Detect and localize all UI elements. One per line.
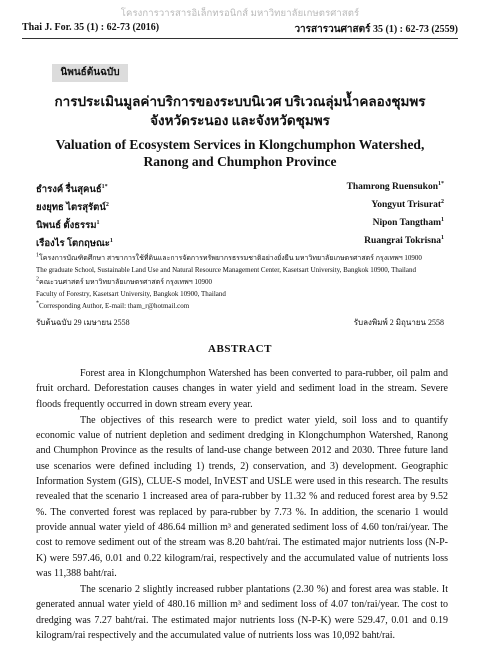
received-date: รับต้นฉบับ 29 เมษายน 2558 bbox=[36, 318, 130, 327]
author-name-th: ธำรงค์ รื่นสุคนธ์$^{1*}$ bbox=[36, 183, 108, 195]
author-name-th: เรืองไร โตกฤษณะ$^1$ bbox=[36, 237, 113, 249]
abstract-paragraph: The objectives of this research were to predict water yield, soil loss and to quantify economic value of nutrient depletion and sediment dredging in Klongchumphon Watershed, Ranong and Chumphon Province as the results of land-use change between 2012 and 2030. Three future land use scenarios were defined including 1) trends, 2) conservation, and 3) development. Geographic Information System (GIS), CLUE-S model, InVEST and USLE were used in this research. The results revealed that the scenario 1 increased area of para-rubber by 11.32 % and reduced forest area by 9.52 %. The converted forest was replaced by para-rubber by 7.73 %. In addition, the scenario 1 would provide annual water yield of 486.64 million m³ and generated sediment loss of 4.60 ton/rai/year. The cost to remove sediment out of the stream was 8.20 baht/rai. The estimated major nutrients loss (N-P-K) were 597.46, 0.01 and 0.22 kilogram/rai, respectively and the accumulated value of nutrients loss was 11,388 baht/rai. bbox=[36, 414, 448, 579]
author-name-th: ยงยุทธ ไตรสุรัตน์$^2$ bbox=[36, 201, 109, 213]
title-english-line-1: Valuation of Ecosystem Services in Klongchumphon Watershed, bbox=[55, 137, 425, 152]
title-thai-line-1: การประเมินมูลค่าบริการของระบบนิเวศ บริเวณลุ่มน้ำคลองชุมพร bbox=[54, 94, 426, 109]
affiliation-line: $^1$โครงการบัณฑิตศึกษา สาขาการใช้ที่ดินและการจัดการทรัพยากรธรรมชาติอย่างยั่งยืน มหาวิทยาลัยเกษตรศาสตร์ กรุงเทพฯ 10900 bbox=[36, 252, 422, 262]
author-name-en: Nipon Tangtham$^1$ bbox=[372, 216, 444, 228]
author-name-en: Yongyut Trisurat$^2$ bbox=[371, 198, 444, 210]
title-english-line-2: Ranong and Chumphon Province bbox=[143, 154, 337, 169]
author-name-en: Ruangrai Tokrisna$^1$ bbox=[364, 234, 444, 246]
abstract-body bbox=[36, 366, 448, 644]
journal-citation-en: Thai J. For. 35 (1) : 62-73 (2016) bbox=[22, 22, 160, 33]
author-row bbox=[36, 200, 444, 218]
title-thai-line-2: จังหวัดระนอง และจังหวัดชุมพร bbox=[150, 113, 330, 128]
journal-citation-th: วารสารวนศาสตร์ 35 (1) : 62-73 (2559) bbox=[294, 24, 458, 35]
article-type-badge: นิพนธ์ต้นฉบับ bbox=[52, 64, 128, 82]
abstract-heading: ABSTRACT bbox=[208, 343, 272, 355]
corresponding-author: *Corresponding Author, E-mail: tham_r@hotmail.com bbox=[36, 300, 190, 310]
affiliations bbox=[36, 252, 460, 312]
accepted-date: รับลงพิมพ์ 2 มิถุนายน 2558 bbox=[353, 318, 444, 327]
author-row bbox=[36, 218, 444, 236]
submission-dates bbox=[36, 316, 444, 328]
author-row bbox=[36, 182, 444, 200]
affiliation-line: $^2$คณะวนศาสตร์ มหาวิทยาลัยเกษตรศาสตร์ กรุงเทพฯ 10900 bbox=[36, 276, 212, 286]
affiliation-line: The graduate School, Sustainable Land Use and Natural Resource Management Center, Kasetsart University, Bangkok 10900, Thailand bbox=[36, 266, 416, 274]
author-name-th: นิพนธ์ ตั้งธรรม$^1$ bbox=[36, 219, 100, 231]
header-divider bbox=[22, 38, 458, 39]
author-list bbox=[36, 182, 444, 254]
abstract-paragraph: The scenario 2 slightly increased rubber plantations (2.30 %) and forest area was stable. It generated annual water yield of 480.16 million m³ and sediment loss of 4.07 ton/rai/year. The cost to dredging was 7.27 baht/rai. The estimated major nutrients loss (N-P-K) were 529.47, 0.01 and 0.19 kilogram/rai respectively and the accumulated value of nutrients loss was 10,092 baht/rai. bbox=[36, 584, 448, 642]
title-english bbox=[0, 136, 480, 170]
author-name-en: Thamrong Ruensukon$^{1*}$ bbox=[346, 180, 444, 192]
abstract-paragraph: Forest area in Klongchumphon Watershed has been converted to para-rubber, oil palm and fruit orchard. Deforestation causes changes in water yield and sediment load in the stream. Severe floods frequently occurred in down stream every year. bbox=[36, 368, 448, 410]
journal-header bbox=[22, 22, 458, 36]
title-thai bbox=[0, 92, 480, 130]
watermark-text: โครงการวารสารอิเล็กทรอนิกส์ มหาวิทยาลัยเกษตรศาสตร์ bbox=[120, 9, 360, 19]
affiliation-line: Faculty of Forestry, Kasetsart University, Bangkok 10900, Thailand bbox=[36, 290, 226, 298]
